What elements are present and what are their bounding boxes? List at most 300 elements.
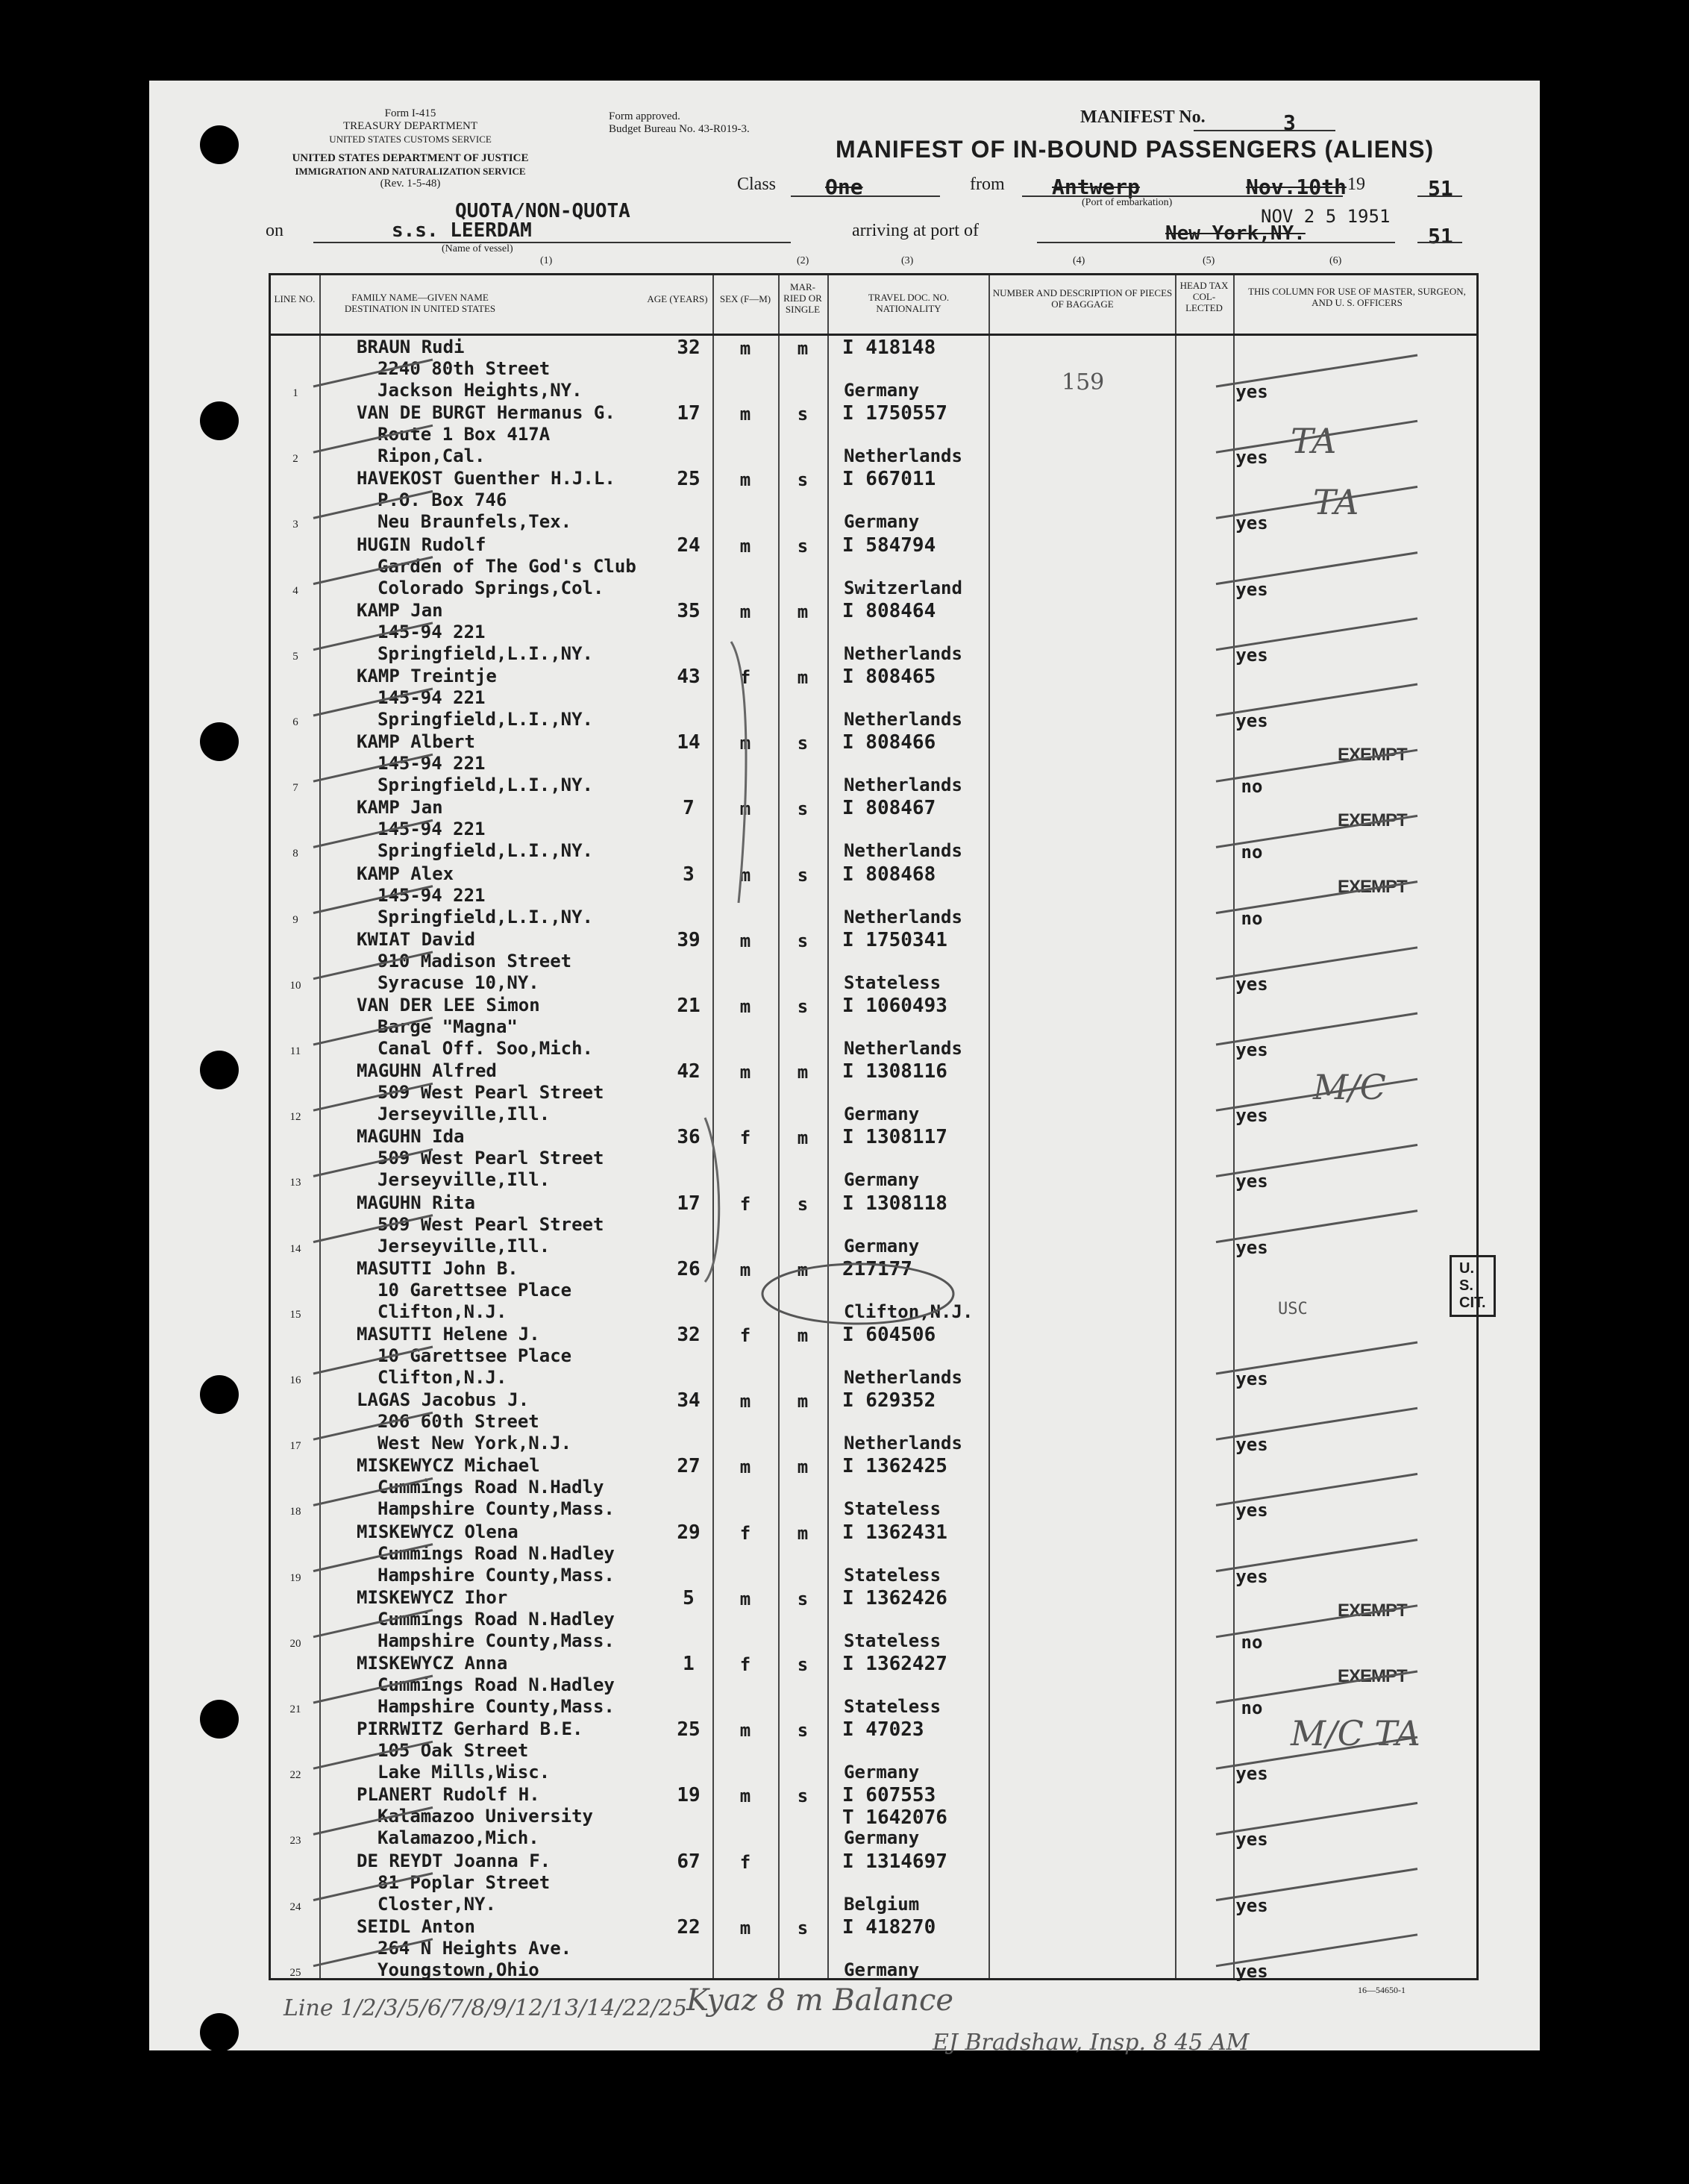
column-number-1: (1) bbox=[540, 255, 553, 266]
nationality-cell: Germany bbox=[844, 1762, 920, 1783]
head-tax-cell: yes bbox=[1235, 1960, 1268, 1982]
row-check-mark bbox=[313, 1412, 433, 1439]
nationality-cell: Germany bbox=[844, 1827, 920, 1849]
travel-doc-number: I 1750341 bbox=[842, 928, 947, 951]
address-city: Springfield,L.I.,NY. bbox=[377, 840, 593, 862]
line-number: 13 bbox=[289, 1177, 301, 1189]
address-street: 145-94 221 bbox=[377, 753, 486, 775]
year-prefix: 19 bbox=[1347, 175, 1365, 194]
sex-cell: m bbox=[739, 996, 751, 1017]
tax-check-mark bbox=[1216, 1671, 1417, 1703]
header-married: MAR-RIED OR SINGLE bbox=[783, 281, 822, 315]
justice-label: UNITED STATES DEPARTMENT OF JUSTICE bbox=[292, 152, 529, 164]
passenger-name: MISKEWYCZ Ihor bbox=[357, 1586, 508, 1608]
age-cell: 32 bbox=[677, 337, 701, 359]
line-number: 18 bbox=[289, 1506, 301, 1518]
sex-cell: m bbox=[739, 338, 751, 359]
row-check-mark bbox=[313, 952, 433, 979]
family-bracket bbox=[705, 1118, 719, 1282]
handwritten-check-marks bbox=[149, 81, 1540, 2050]
row-check-mark bbox=[313, 557, 433, 584]
head-tax-cell: yes bbox=[1235, 1105, 1268, 1127]
travel-doc-number: 217177 bbox=[842, 1257, 912, 1280]
address-street: 145-94 221 bbox=[377, 819, 486, 840]
header-head-tax: HEAD TAX COL-LECTED bbox=[1179, 280, 1229, 313]
passenger-name: VAN DE BURGT Hermanus G. bbox=[357, 402, 615, 424]
handwritten-mc: M/C bbox=[1313, 1067, 1386, 1107]
head-tax-cell: yes bbox=[1235, 1434, 1268, 1456]
line-number: 23 bbox=[289, 1835, 301, 1847]
us-citizen-stamp: U. S. CIT. bbox=[1450, 1255, 1496, 1317]
header-travel-doc: TRAVEL DOC. NO. NATIONALITY bbox=[868, 292, 950, 314]
address-street: 105 Oak Street bbox=[377, 1740, 529, 1762]
travel-doc-number: I 584794 bbox=[842, 534, 936, 557]
embarkation-caption: (Port of embarkation) bbox=[1082, 197, 1173, 208]
nationality-cell: Belgium bbox=[844, 1893, 920, 1915]
tax-check-mark bbox=[1216, 882, 1417, 913]
revision-label: (Rev. 1-5-48) bbox=[380, 178, 441, 190]
exempt-stamp: EXEMPT bbox=[1338, 745, 1407, 766]
marital-cell: s bbox=[797, 1786, 809, 1807]
nationality-cell: Netherlands bbox=[844, 906, 962, 927]
line-number: 25 bbox=[289, 1966, 301, 1979]
passenger-name: KWIAT David bbox=[357, 928, 475, 950]
inspector-signature: EJ Bradshaw, Insp. 8 45 AM bbox=[933, 2030, 1250, 2056]
sex-cell: m bbox=[739, 930, 751, 951]
sex-cell: m bbox=[739, 864, 751, 886]
address-street: 145-94 221 bbox=[377, 687, 486, 708]
vessel-caption: (Name of vessel) bbox=[442, 243, 513, 254]
row-check-mark bbox=[313, 425, 433, 452]
column-number-4: (4) bbox=[1073, 255, 1085, 266]
passenger-name: MISKEWYCZ Anna bbox=[357, 1653, 508, 1674]
tax-check-mark bbox=[1216, 1408, 1417, 1439]
address-city: Hampshire County,Mass. bbox=[377, 1696, 615, 1717]
nationality-cell: Netherlands bbox=[844, 775, 962, 796]
circled-doc-number bbox=[762, 1264, 953, 1324]
travel-doc-number: I 604506 bbox=[842, 1324, 936, 1346]
sex-cell: f bbox=[739, 1851, 751, 1873]
travel-doc-number: I 47023 bbox=[842, 1718, 924, 1742]
ins-label: IMMIGRATION AND NATURALIZATION SERVICE bbox=[295, 166, 526, 177]
address-city: Ripon,Cal. bbox=[377, 445, 486, 467]
marital-cell: s bbox=[797, 1588, 809, 1609]
address-city: Syracuse 10,NY. bbox=[377, 971, 539, 993]
address-street: Cummings Road N.Hadley bbox=[377, 1542, 615, 1564]
departure-date: Nov.10th bbox=[1246, 175, 1347, 199]
marital-cell: m bbox=[797, 667, 809, 688]
address-street: 206 60th Street bbox=[377, 1411, 539, 1433]
tax-check-mark bbox=[1216, 1013, 1417, 1045]
passenger-name: MASUTTI John B. bbox=[357, 1257, 518, 1279]
address-street: Garden of The God's Club bbox=[377, 555, 636, 577]
sex-cell: f bbox=[739, 1654, 751, 1675]
age-cell: 22 bbox=[677, 1915, 701, 1939]
head-tax-cell: yes bbox=[1235, 1763, 1268, 1785]
arrival-date-stamp: NOV 2 5 1951 bbox=[1261, 206, 1391, 227]
head-tax-cell: yes bbox=[1235, 1500, 1268, 1521]
sex-cell: m bbox=[739, 601, 751, 622]
age-cell: 29 bbox=[677, 1521, 701, 1544]
sex-cell: f bbox=[739, 1325, 751, 1346]
marital-cell: s bbox=[797, 930, 809, 951]
line-number: 5 bbox=[292, 650, 298, 663]
travel-doc-number: I 808467 bbox=[842, 797, 936, 820]
travel-doc-number: I 808468 bbox=[842, 863, 936, 886]
row-check-mark bbox=[313, 360, 433, 387]
passenger-name: DE REYDT Joanna F. bbox=[357, 1850, 551, 1871]
marital-cell: s bbox=[797, 1917, 809, 1939]
address-street: Cummings Road N.Hadly bbox=[377, 1477, 604, 1498]
marital-cell: s bbox=[797, 1193, 809, 1215]
sex-cell: m bbox=[739, 1588, 751, 1609]
nationality-cell: Netherlands bbox=[844, 1433, 962, 1454]
row-check-mark bbox=[313, 1807, 433, 1834]
line-number: 6 bbox=[292, 716, 298, 728]
line-number: 8 bbox=[292, 848, 298, 860]
age-cell: 34 bbox=[677, 1389, 701, 1412]
address-city: Hampshire County,Mass. bbox=[377, 1498, 615, 1520]
row-check-mark bbox=[313, 491, 433, 518]
travel-doc-number: I 1362427 bbox=[842, 1653, 947, 1675]
travel-doc-number-2: T 1642076 bbox=[842, 1806, 947, 1830]
passenger-name: VAN DER LEE Simon bbox=[357, 995, 540, 1016]
head-tax-cell: yes bbox=[1235, 513, 1268, 534]
nationality-cell: Clifton,N.J. bbox=[844, 1301, 974, 1322]
row-check-mark bbox=[313, 623, 433, 650]
head-tax-cell: yes bbox=[1235, 1236, 1268, 1258]
address-city: Lake Mills,Wisc. bbox=[377, 1762, 551, 1783]
address-street: 10 Garettsee Place bbox=[377, 1345, 572, 1366]
address-city: Jerseyville,Ill. bbox=[377, 1104, 551, 1125]
head-tax-cell: yes bbox=[1235, 381, 1268, 402]
tax-check-mark bbox=[1216, 486, 1417, 518]
tax-check-mark bbox=[1216, 1803, 1417, 1834]
passenger-name: MISKEWYCZ Michael bbox=[357, 1455, 540, 1477]
line-number: 12 bbox=[289, 1111, 301, 1124]
tax-check-mark bbox=[1216, 1079, 1417, 1110]
sex-cell: m bbox=[739, 733, 751, 754]
age-cell: 67 bbox=[677, 1850, 701, 1873]
address-street: Cummings Road N.Hadley bbox=[377, 1674, 615, 1695]
tax-check-mark bbox=[1216, 750, 1417, 781]
baggage-count: 159 bbox=[1062, 369, 1105, 395]
handwritten-ta-1: TA bbox=[1291, 421, 1337, 461]
line-number: 15 bbox=[289, 1308, 301, 1321]
passenger-name: KAMP Jan bbox=[357, 599, 443, 621]
age-cell: 14 bbox=[677, 731, 701, 754]
form-approved: Form approved. bbox=[609, 110, 680, 122]
form-number: Form I-415 bbox=[384, 107, 436, 119]
header-sex: SEX (F—M) bbox=[719, 293, 771, 304]
nationality-cell: Stateless bbox=[844, 1630, 941, 1651]
quota-status: QUOTA/NON-QUOTA bbox=[455, 200, 630, 222]
passenger-name: HUGIN Rudolf bbox=[357, 534, 486, 555]
line-number: 7 bbox=[292, 782, 298, 795]
address-street: 81 Poplar Street bbox=[377, 1871, 551, 1893]
row-check-mark bbox=[313, 1874, 433, 1900]
line-number: 24 bbox=[289, 1900, 301, 1913]
age-cell: 17 bbox=[677, 402, 701, 425]
class-label: Class bbox=[737, 175, 777, 194]
travel-doc-number: I 1750557 bbox=[842, 402, 947, 425]
handwritten-mcta: M/C TA bbox=[1291, 1713, 1420, 1753]
head-tax-cell: no bbox=[1241, 1631, 1263, 1653]
address-city: Hampshire County,Mass. bbox=[377, 1564, 615, 1586]
age-cell: 3 bbox=[683, 863, 695, 886]
marital-cell: m bbox=[797, 1456, 809, 1478]
address-street: 10 Garettsee Place bbox=[377, 1279, 572, 1301]
sex-cell: m bbox=[739, 1786, 751, 1807]
sex-cell: m bbox=[739, 1259, 751, 1280]
marital-cell: s bbox=[797, 1720, 809, 1742]
line-number: 4 bbox=[292, 584, 298, 597]
tax-check-mark bbox=[1216, 355, 1417, 387]
marital-cell: s bbox=[797, 535, 809, 557]
nationality-cell: Netherlands bbox=[844, 445, 962, 467]
marital-cell: s bbox=[797, 404, 809, 425]
line-number: 20 bbox=[289, 1637, 301, 1650]
departure-year: 51 bbox=[1428, 176, 1453, 201]
tax-check-mark bbox=[1216, 1869, 1417, 1900]
passenger-name: MASUTTI Helene J. bbox=[357, 1324, 540, 1345]
column-number-3: (3) bbox=[901, 255, 914, 266]
marital-cell: m bbox=[797, 1062, 809, 1083]
travel-doc-number: I 629352 bbox=[842, 1389, 936, 1412]
tax-check-mark bbox=[1216, 1606, 1417, 1637]
age-cell: 36 bbox=[677, 1126, 701, 1149]
nationality-cell: Germany bbox=[844, 380, 920, 401]
age-cell: 24 bbox=[677, 534, 701, 557]
address-city: Springfield,L.I.,NY. bbox=[377, 775, 593, 796]
column-number-5: (5) bbox=[1203, 255, 1215, 266]
line-number: 21 bbox=[289, 1703, 301, 1715]
on-label: on bbox=[266, 221, 283, 240]
travel-doc-number: I 1308117 bbox=[842, 1126, 947, 1149]
sex-cell: m bbox=[739, 1062, 751, 1083]
age-cell: 26 bbox=[677, 1257, 701, 1280]
sex-cell: m bbox=[739, 404, 751, 425]
row-check-mark bbox=[313, 820, 433, 847]
age-cell: 17 bbox=[677, 1192, 701, 1215]
address-city: Springfield,L.I.,NY. bbox=[377, 906, 593, 927]
nationality-cell: Stateless bbox=[844, 971, 941, 993]
passenger-name: MAGUHN Alfred bbox=[357, 1060, 497, 1082]
address-street: Barge "Magna" bbox=[377, 1016, 518, 1037]
age-cell: 32 bbox=[677, 1324, 701, 1346]
address-city: Canal Off. Soo,Mich. bbox=[377, 1038, 593, 1059]
tax-check-mark bbox=[1216, 1211, 1417, 1242]
marital-cell: s bbox=[797, 1654, 809, 1675]
travel-doc-number: I 1362431 bbox=[842, 1521, 947, 1544]
passenger-name: PLANERT Rudolf H. bbox=[357, 1784, 540, 1806]
column-number-2: (2) bbox=[797, 255, 809, 266]
address-city: Clifton,N.J. bbox=[377, 1367, 507, 1388]
nationality-cell: Germany bbox=[844, 1169, 920, 1191]
passenger-name: KAMP Jan bbox=[357, 797, 443, 819]
header-officers: THIS COLUMN FOR USE OF MASTER, SURGEON, AND U. S. OFFICERS bbox=[1248, 286, 1466, 308]
address-city: West New York,N.J. bbox=[377, 1433, 572, 1454]
sex-cell: m bbox=[739, 469, 751, 491]
age-cell: 27 bbox=[677, 1455, 701, 1478]
address-street: Cummings Road N.Hadley bbox=[377, 1608, 615, 1630]
passenger-name: BRAUN Rudi bbox=[357, 337, 465, 357]
manifest-number-label: MANIFEST No. bbox=[1080, 107, 1206, 127]
head-tax-cell: yes bbox=[1235, 1039, 1268, 1060]
arrival-port: New York,NY. bbox=[1165, 222, 1306, 245]
address-street: 145-94 221 bbox=[377, 884, 486, 906]
passenger-name: LAGAS Jacobus J. bbox=[357, 1389, 530, 1411]
column-number-6: (6) bbox=[1329, 255, 1342, 266]
nationality-cell: Netherlands bbox=[844, 642, 962, 664]
row-check-mark bbox=[313, 1083, 433, 1110]
row-check-mark bbox=[313, 1939, 433, 1966]
nationality-cell: Netherlands bbox=[844, 840, 962, 862]
arrival-year: 51 bbox=[1428, 224, 1453, 248]
travel-doc-number: I 1362426 bbox=[842, 1586, 947, 1609]
line-number: 10 bbox=[289, 979, 301, 992]
line-number: 17 bbox=[289, 1440, 301, 1453]
sex-cell: f bbox=[739, 1522, 751, 1544]
marital-cell: s bbox=[797, 733, 809, 754]
address-street: Kalamazoo University bbox=[377, 1806, 593, 1827]
nationality-cell: Netherlands bbox=[844, 1038, 962, 1059]
line-number: 9 bbox=[292, 913, 298, 926]
nationality-cell: Germany bbox=[844, 1235, 920, 1257]
head-tax-cell: yes bbox=[1235, 1829, 1268, 1850]
age-cell: 25 bbox=[677, 468, 701, 491]
travel-doc-number: I 808465 bbox=[842, 666, 936, 688]
passenger-name: MISKEWYCZ Olena bbox=[357, 1521, 518, 1542]
head-tax-cell: yes bbox=[1235, 644, 1268, 666]
age-cell: 25 bbox=[677, 1718, 701, 1742]
address-city: Hampshire County,Mass. bbox=[377, 1630, 615, 1651]
tax-check-mark bbox=[1216, 553, 1417, 584]
age-cell: 39 bbox=[677, 928, 701, 951]
marital-cell: m bbox=[797, 1259, 809, 1280]
tax-check-mark bbox=[1216, 1935, 1417, 1966]
exempt-stamp: EXEMPT bbox=[1338, 810, 1407, 831]
marital-cell: s bbox=[797, 798, 809, 820]
age-cell: 1 bbox=[683, 1653, 695, 1675]
travel-doc-number: I 1362425 bbox=[842, 1455, 947, 1478]
nationality-cell: Germany bbox=[844, 1959, 920, 1980]
family-bracket bbox=[731, 642, 746, 903]
arriving-label: arriving at port of bbox=[852, 221, 979, 240]
address-city: Youngstown,Ohio bbox=[377, 1959, 539, 1980]
line-number: 3 bbox=[292, 519, 298, 531]
marital-cell: m bbox=[797, 338, 809, 359]
address-street: 145-94 221 bbox=[377, 621, 486, 642]
header-family-name: FAMILY NAME—GIVEN NAME DESTINATION IN UNITED STATES bbox=[344, 292, 496, 314]
marital-cell: m bbox=[797, 1127, 809, 1149]
address-street: 509 West Pearl Street bbox=[377, 1082, 604, 1104]
nationality-cell: Stateless bbox=[844, 1564, 941, 1586]
row-check-mark bbox=[313, 1610, 433, 1637]
tax-check-mark bbox=[1216, 1474, 1417, 1505]
head-tax-cell: yes bbox=[1235, 710, 1268, 731]
nationality-cell: Stateless bbox=[844, 1696, 941, 1717]
address-street: 509 West Pearl Street bbox=[377, 1213, 604, 1235]
address-city: Springfield,L.I.,NY. bbox=[377, 642, 593, 664]
sex-cell: m bbox=[739, 1391, 751, 1412]
address-street: P.O. Box 746 bbox=[377, 489, 507, 511]
handwritten-line-list: Line 1/2/3/5/6/7/8/9/12/13/14/22/25 bbox=[283, 1995, 687, 2021]
address-city: Jerseyville,Ill. bbox=[377, 1169, 551, 1191]
head-tax-cell: yes bbox=[1235, 1894, 1268, 1916]
row-check-mark bbox=[313, 1478, 433, 1505]
nationality-cell: Germany bbox=[844, 511, 920, 533]
from-label: from bbox=[970, 175, 1005, 194]
class-value: One bbox=[825, 175, 863, 199]
manifest-title: MANIFEST OF IN-BOUND PASSENGERS (ALIENS) bbox=[836, 136, 1435, 163]
sex-cell: f bbox=[739, 1193, 751, 1215]
travel-doc-number: I 418270 bbox=[842, 1915, 936, 1939]
tax-check-mark bbox=[1216, 421, 1417, 452]
line-number: 2 bbox=[292, 453, 298, 466]
handwritten-ta-2: TA bbox=[1313, 482, 1359, 522]
row-check-mark bbox=[313, 1742, 433, 1768]
row-check-mark bbox=[313, 1545, 433, 1571]
travel-doc-number: I 1308116 bbox=[842, 1060, 947, 1083]
passenger-name: KAMP Alex bbox=[357, 863, 454, 884]
age-cell: 43 bbox=[677, 666, 701, 688]
sex-cell: f bbox=[739, 1127, 751, 1149]
nationality-cell: Stateless bbox=[844, 1498, 941, 1520]
exempt-stamp: EXEMPT bbox=[1338, 1666, 1407, 1686]
passenger-name: SEIDL Anton bbox=[357, 1915, 475, 1937]
travel-doc-number: I 667011 bbox=[842, 468, 936, 491]
row-check-mark bbox=[313, 1676, 433, 1703]
handwritten-initials: Kyaz 8 m Balance bbox=[686, 1983, 954, 2018]
line-number: 1 bbox=[292, 387, 298, 399]
nationality-cell: Netherlands bbox=[844, 1367, 962, 1388]
head-tax-cell: yes bbox=[1235, 1368, 1268, 1389]
address-city: Neu Braunfels,Tex. bbox=[377, 511, 572, 533]
head-tax-cell: no bbox=[1241, 842, 1263, 863]
treasury-label: TREASURY DEPARTMENT bbox=[342, 120, 478, 132]
line-number: 22 bbox=[289, 1769, 301, 1782]
head-tax-cell: no bbox=[1241, 907, 1263, 929]
sex-cell: m bbox=[739, 1720, 751, 1742]
tax-check-mark bbox=[1216, 1145, 1417, 1176]
marital-cell: m bbox=[797, 1391, 809, 1412]
travel-doc-number: I 808466 bbox=[842, 731, 936, 754]
address-city: Jackson Heights,NY. bbox=[377, 380, 583, 401]
header-baggage: NUMBER AND DESCRIPTION OF PIECES OF BAGGAGE bbox=[992, 287, 1173, 310]
address-street: 509 West Pearl Street bbox=[377, 1148, 604, 1169]
travel-doc-number: I 1060493 bbox=[842, 995, 947, 1017]
from-value: Antwerp bbox=[1052, 175, 1141, 199]
passenger-name: KAMP Albert bbox=[357, 731, 475, 753]
head-tax-cell: yes bbox=[1235, 1171, 1268, 1192]
exempt-stamp: EXEMPT bbox=[1338, 876, 1407, 897]
address-street: 2240 80th Street bbox=[377, 358, 551, 379]
nationality-cell: Netherlands bbox=[844, 709, 962, 730]
budget-bureau: Budget Bureau No. 43-R019-3. bbox=[609, 123, 750, 135]
sex-cell: m bbox=[739, 535, 751, 557]
address-street: Route 1 Box 417A bbox=[377, 424, 551, 445]
travel-doc-number: I 607553 bbox=[842, 1784, 936, 1807]
passenger-name: MAGUHN Ida bbox=[357, 1126, 465, 1148]
sex-cell: m bbox=[739, 1456, 751, 1478]
row-check-mark bbox=[313, 689, 433, 716]
passenger-name: KAMP Treintje bbox=[357, 666, 497, 686]
manifest-page bbox=[149, 81, 1540, 2056]
header-age: AGE (YEARS) bbox=[647, 293, 708, 304]
row-check-mark bbox=[313, 1215, 433, 1242]
address-city: Closter,NY. bbox=[377, 1893, 496, 1915]
